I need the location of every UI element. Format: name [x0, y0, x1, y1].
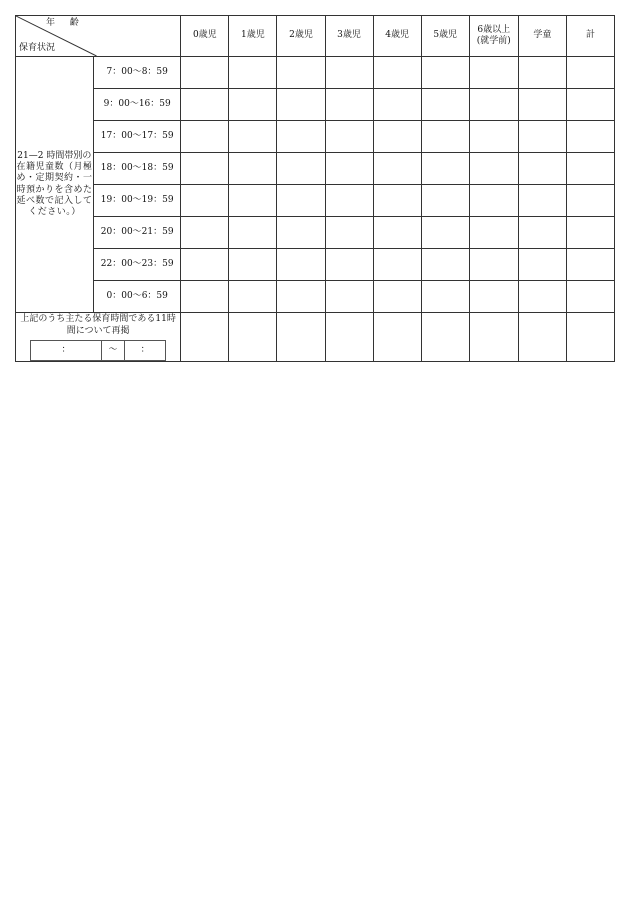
input-cell-age6-plus[interactable] [469, 217, 518, 249]
input-cell-total[interactable] [566, 89, 614, 121]
input-cell-age1[interactable] [229, 57, 277, 89]
recap-label-cell [16, 313, 181, 362]
input-cell-age3[interactable] [325, 185, 373, 217]
enrollment-table [15, 15, 615, 362]
recap-label: 上記のうち主たる保育時間である11時間について再掲 [20, 314, 176, 336]
input-cell-age6-plus[interactable] [469, 281, 518, 313]
col-header-age2: 2歳児 [277, 16, 325, 57]
time-slot-row [16, 249, 615, 281]
input-cell-age6-plus[interactable] [469, 249, 518, 281]
input-cell-age2[interactable] [277, 89, 325, 121]
col-header-age1: 1歳児 [229, 16, 277, 57]
section-code: 21—2 時間帯別 [17, 150, 83, 161]
input-cell-age3[interactable] [325, 57, 373, 89]
input-cell-age0[interactable] [181, 281, 229, 313]
input-cell-age0[interactable] [181, 217, 229, 249]
section-label-cell [16, 57, 94, 313]
input-cell-age1[interactable] [229, 217, 277, 249]
input-cell-age5[interactable] [421, 121, 469, 153]
input-cell-age6-plus[interactable] [469, 89, 518, 121]
header-row [16, 16, 615, 57]
input-cell-age4[interactable] [373, 185, 421, 217]
input-cell-total[interactable] [566, 153, 614, 185]
input-cell-age4[interactable] [373, 121, 421, 153]
input-cell-age2[interactable] [277, 249, 325, 281]
time-slot-label: 9：00〜16：59 [94, 89, 181, 121]
time-slot-label: 20：00〜21：59 [94, 217, 181, 249]
input-cell-total[interactable] [566, 121, 614, 153]
recap-time-range [30, 340, 166, 361]
input-cell-age1[interactable] [229, 153, 277, 185]
input-cell-age4[interactable] [373, 281, 421, 313]
recap-separator: 〜 [102, 341, 125, 360]
recap-input-cell-age1[interactable] [229, 313, 277, 362]
input-cell-school-age[interactable] [518, 281, 566, 313]
col-header-age5: 5歳児 [421, 16, 469, 57]
input-cell-age2[interactable] [277, 121, 325, 153]
recap-input-cell-age5[interactable] [421, 313, 469, 362]
input-cell-age4[interactable] [373, 89, 421, 121]
recap-row [16, 313, 615, 362]
input-cell-age0[interactable] [181, 89, 229, 121]
input-cell-age0[interactable] [181, 249, 229, 281]
col-header-age4: 4歳児 [373, 16, 421, 57]
status-axis-label: 保育状況 [19, 42, 56, 53]
input-cell-school-age[interactable] [518, 185, 566, 217]
input-cell-age4[interactable] [373, 153, 421, 185]
time-slot-row [16, 281, 615, 313]
input-cell-age5[interactable] [421, 185, 469, 217]
input-cell-age1[interactable] [229, 249, 277, 281]
col-header-age3: 3歳児 [325, 16, 373, 57]
time-slot-row [16, 185, 615, 217]
time-slot-row [16, 217, 615, 249]
input-cell-age0[interactable] [181, 153, 229, 185]
input-cell-age4[interactable] [373, 57, 421, 89]
input-cell-age3[interactable] [325, 153, 373, 185]
recap-input-cell-age4[interactable] [373, 313, 421, 362]
input-cell-age6-plus[interactable] [469, 121, 518, 153]
input-cell-total[interactable] [566, 281, 614, 313]
input-cell-age5[interactable] [421, 153, 469, 185]
input-cell-age3[interactable] [325, 217, 373, 249]
input-cell-age0[interactable] [181, 121, 229, 153]
input-cell-total[interactable] [566, 185, 614, 217]
input-cell-school-age[interactable] [518, 121, 566, 153]
input-cell-age4[interactable] [373, 249, 421, 281]
input-cell-school-age[interactable] [518, 217, 566, 249]
time-slot-row [16, 153, 615, 185]
input-cell-age3[interactable] [325, 89, 373, 121]
time-slot-label: 22：00〜23：59 [94, 249, 181, 281]
time-slot-label: 18：00〜18：59 [94, 153, 181, 185]
input-cell-age6-plus[interactable] [469, 153, 518, 185]
input-cell-age1[interactable] [229, 185, 277, 217]
recap-input-cell-age6-plus[interactable] [469, 313, 518, 362]
input-cell-age4[interactable] [373, 217, 421, 249]
time-slot-row [16, 121, 615, 153]
input-cell-age2[interactable] [277, 185, 325, 217]
section-description: の在籍児童数（月極め・定期契約・一時預かりを含めた延べ数で記入してください。） [16, 150, 93, 217]
input-cell-age3[interactable] [325, 121, 373, 153]
recap-input-cell-school-age[interactable] [518, 313, 566, 362]
input-cell-school-age[interactable] [518, 249, 566, 281]
recap-to-time-field[interactable]: ： [140, 345, 150, 356]
time-slot-label: 0：00〜6：59 [94, 281, 181, 313]
input-cell-age6-plus[interactable] [469, 185, 518, 217]
input-cell-age1[interactable] [229, 281, 277, 313]
childcare-time-slot-form [15, 15, 615, 362]
time-slot-row [16, 57, 615, 89]
col-header-total: 計 [566, 16, 614, 57]
input-cell-total[interactable] [566, 249, 614, 281]
input-cell-age5[interactable] [421, 249, 469, 281]
recap-input-cell-total[interactable] [566, 313, 614, 362]
input-cell-age5[interactable] [421, 217, 469, 249]
input-cell-age2[interactable] [277, 153, 325, 185]
input-cell-age5[interactable] [421, 89, 469, 121]
input-cell-total[interactable] [566, 217, 614, 249]
corner-header-cell [16, 16, 181, 57]
time-slot-label: 17：00〜17：59 [94, 121, 181, 153]
time-slot-label: 7：00〜8：59 [94, 57, 181, 89]
input-cell-age6-plus[interactable] [469, 57, 518, 89]
input-cell-age2[interactable] [277, 217, 325, 249]
col-header-age0: 0歳児 [181, 16, 229, 57]
input-cell-age5[interactable] [421, 57, 469, 89]
time-slot-row [16, 89, 615, 121]
input-cell-school-age[interactable] [518, 153, 566, 185]
col-header-school-age: 学童 [518, 16, 566, 57]
input-cell-total[interactable] [566, 57, 614, 89]
recap-from-time-field[interactable]: ： [31, 341, 102, 360]
recap-input-cell-age0[interactable] [181, 313, 229, 362]
input-cell-age0[interactable] [181, 185, 229, 217]
age-axis-label: 年 齢 [46, 18, 85, 28]
input-cell-age0[interactable] [181, 57, 229, 89]
input-cell-school-age[interactable] [518, 89, 566, 121]
time-slot-label: 19：00〜19：59 [94, 185, 181, 217]
input-cell-school-age[interactable] [518, 57, 566, 89]
input-cell-age1[interactable] [229, 89, 277, 121]
recap-input-cell-age2[interactable] [277, 313, 325, 362]
input-cell-age3[interactable] [325, 281, 373, 313]
input-cell-age3[interactable] [325, 249, 373, 281]
input-cell-age2[interactable] [277, 281, 325, 313]
recap-input-cell-age3[interactable] [325, 313, 373, 362]
input-cell-age2[interactable] [277, 57, 325, 89]
input-cell-age5[interactable] [421, 281, 469, 313]
col-header-age6-plus: 6歳以上 (就学前) [469, 16, 518, 57]
input-cell-age1[interactable] [229, 121, 277, 153]
